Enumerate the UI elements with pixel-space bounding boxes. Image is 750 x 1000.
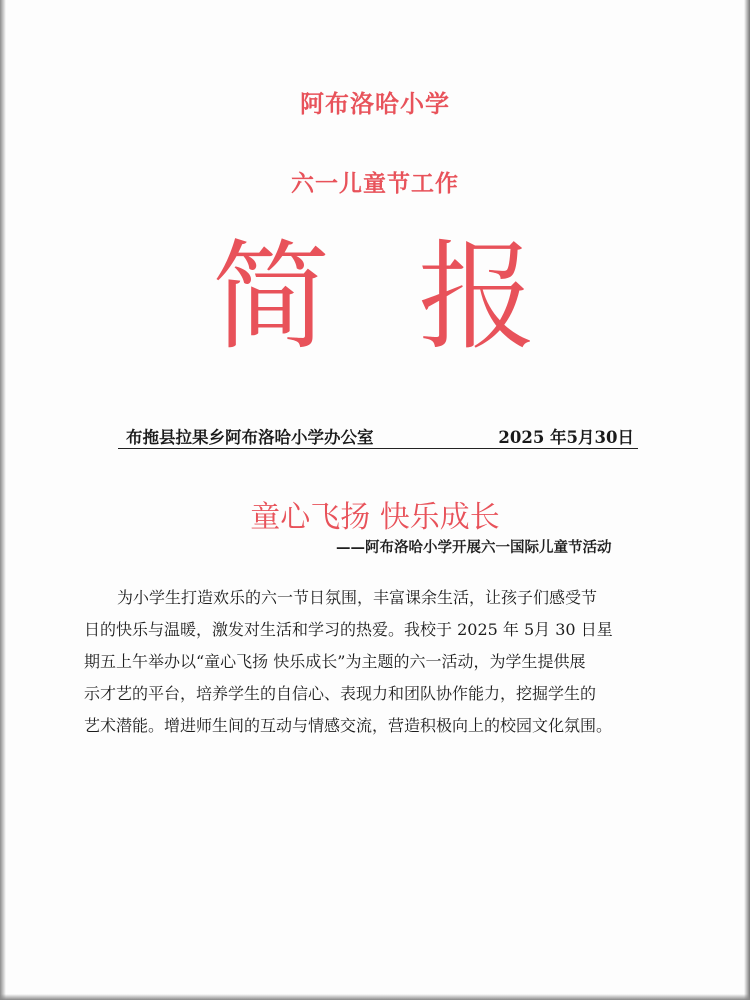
issuer-name: 布拖县拉果乡阿布洛哈小学办公室 — [126, 428, 374, 447]
article-headline: 童心飞扬 快乐成长 — [250, 500, 500, 535]
issue-date: 2025 年5月30日 — [498, 428, 634, 447]
article-body — [84, 582, 684, 742]
body-line: 示才艺的平台，培养学生的自信心、表现力和团队协作能力，挖掘学生的 — [84, 684, 597, 703]
school-name: 阿布洛哈小学 — [300, 89, 450, 118]
body-line: 期五上午举办以“童心飞扬 快乐成长”为主题的六一活动，为学生提供展 — [84, 652, 586, 671]
article-subheadline: ——阿布洛哈小学开展六一国际儿童节活动 — [336, 539, 612, 556]
body-line: 日的快乐与温暖，激发对生活和学习的热爱。我校于 2025 年 5月 30 日星 — [84, 620, 613, 639]
scan-edge-bottom — [0, 994, 750, 1000]
event-line: 六一儿童节工作 — [291, 170, 459, 197]
issuer-row — [118, 424, 638, 449]
bulletin-title-char-2: 报 — [418, 228, 537, 366]
body-line: 为小学生打造欢乐的六一节日氛围，丰富课余生活，让孩子们感受节 — [117, 588, 598, 607]
bulletin-title-char-1: 简 — [212, 228, 331, 366]
body-line: 艺术潜能。增进师生间的互动与情感交流，营造积极向上的校园文化氛围。 — [84, 716, 613, 735]
